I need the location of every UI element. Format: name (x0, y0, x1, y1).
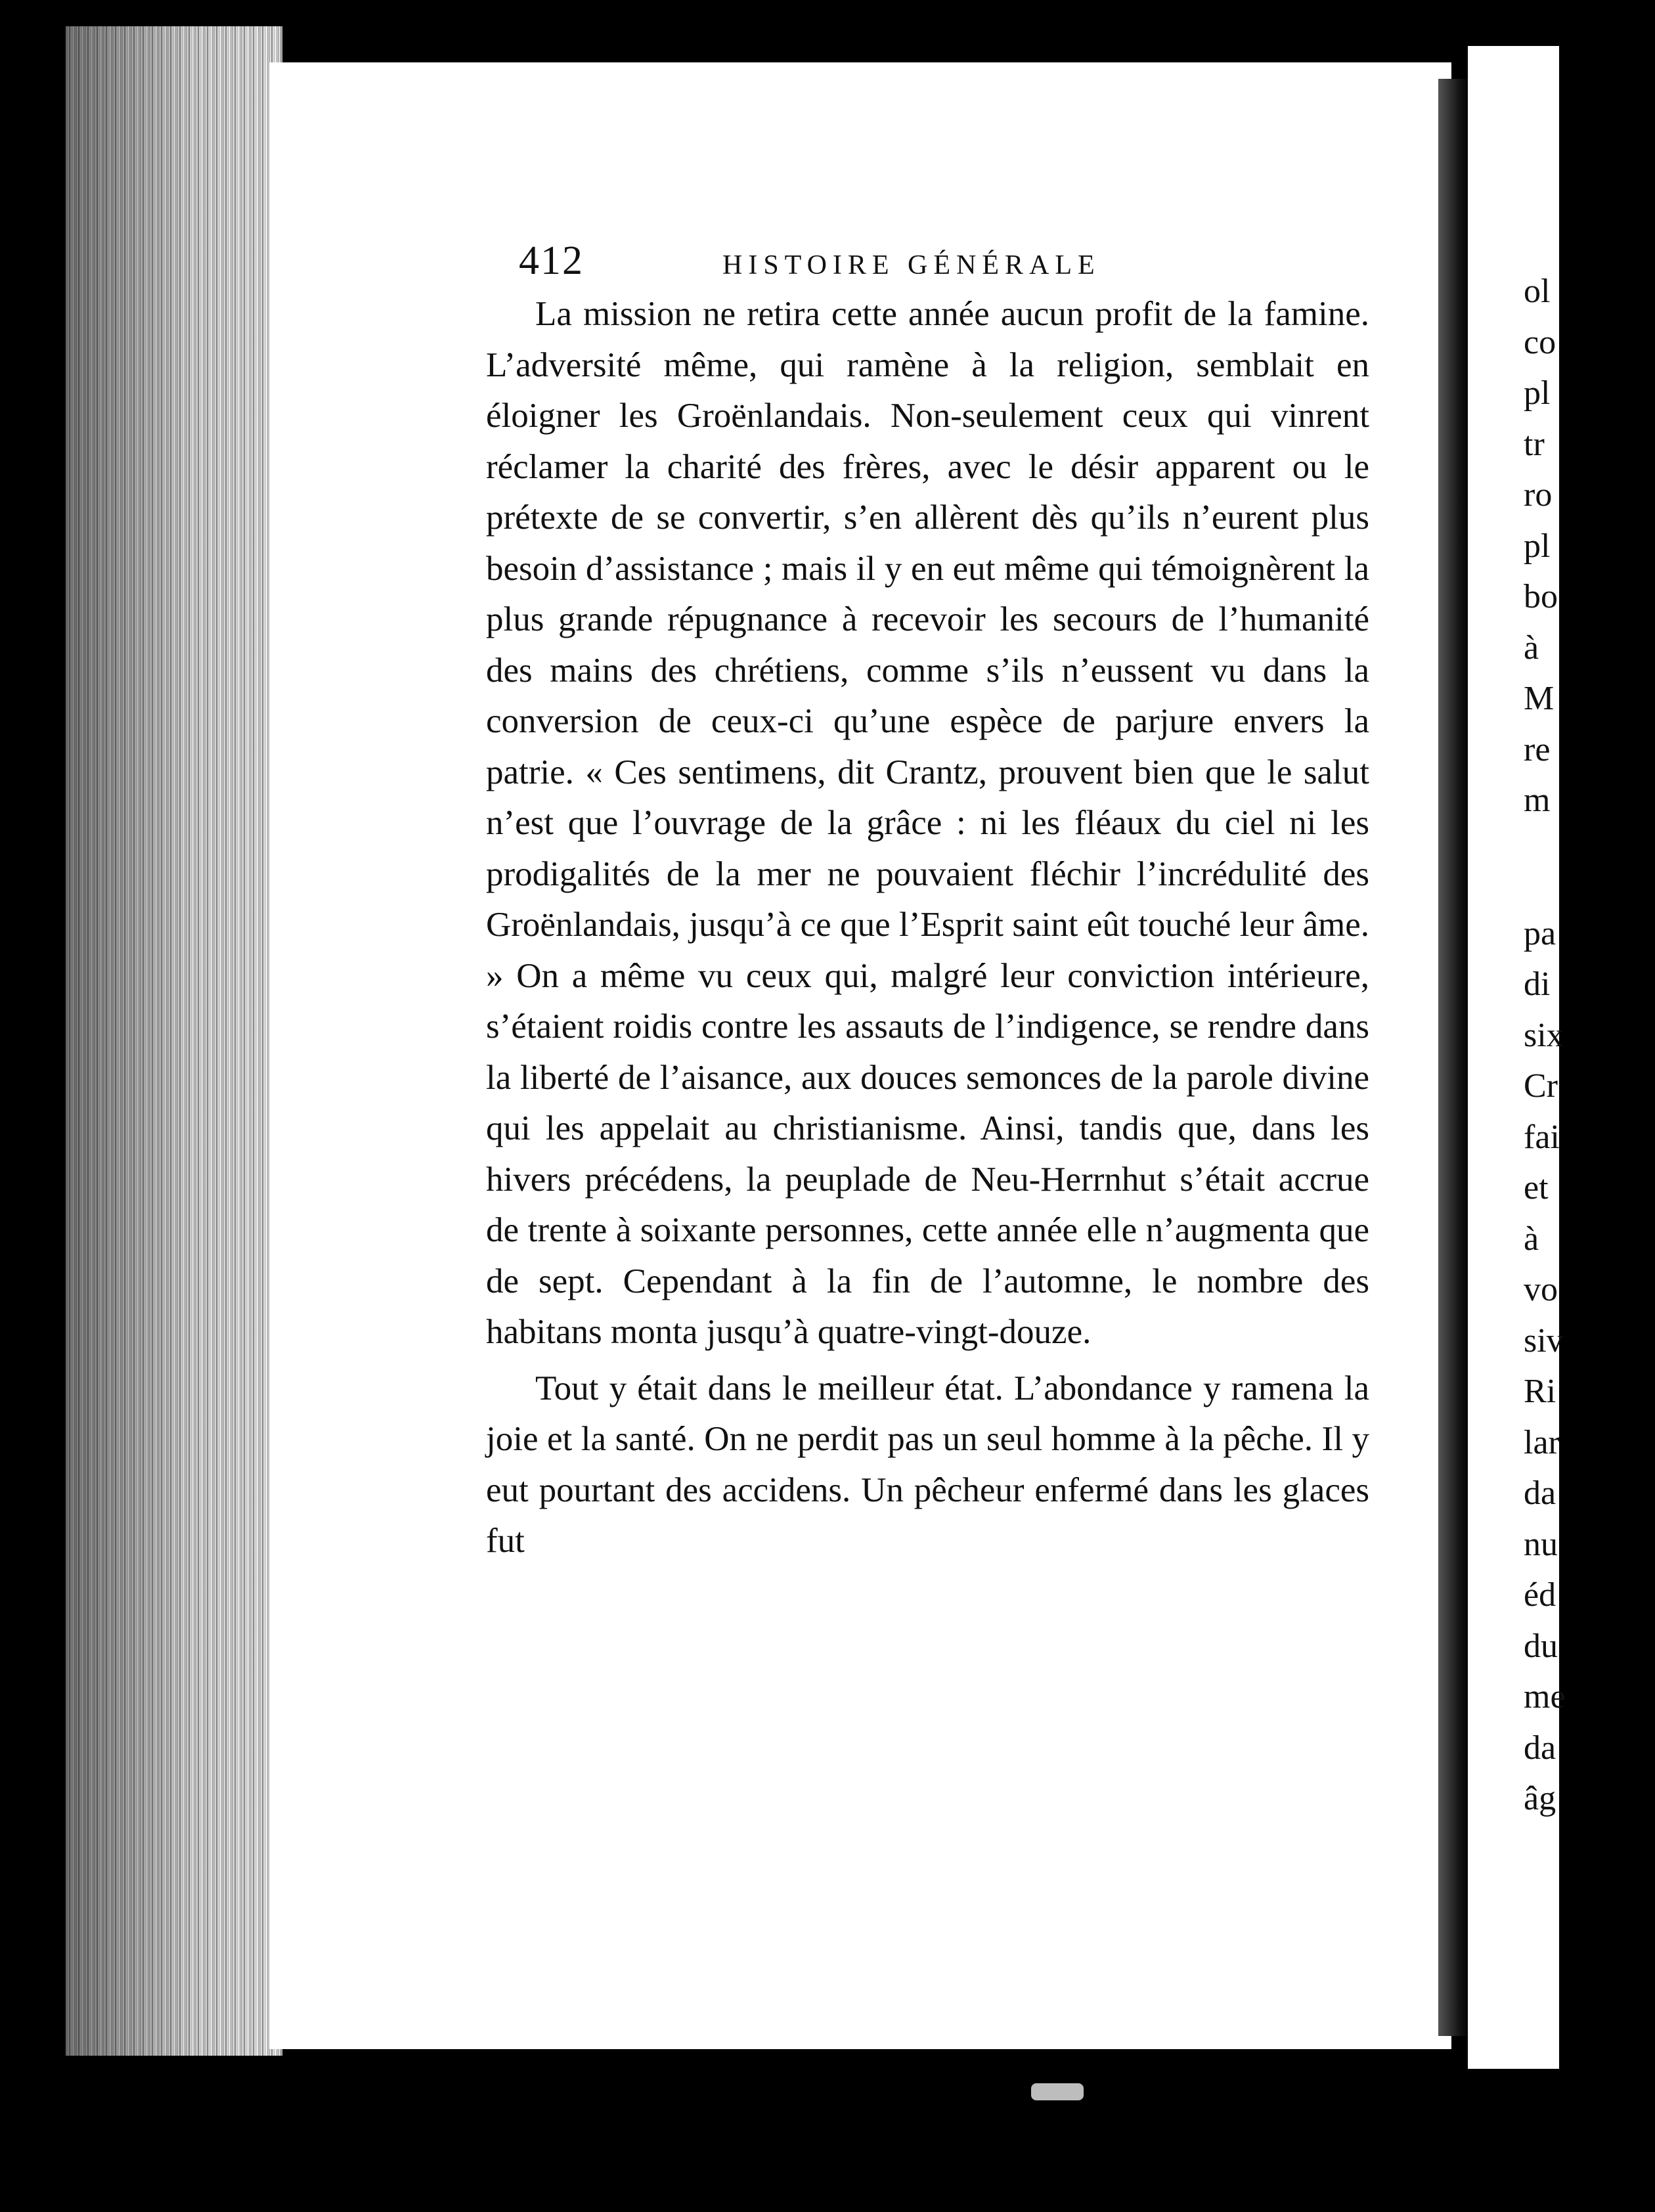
facing-line: da (1524, 1474, 1556, 1512)
facing-line: tr (1524, 425, 1545, 463)
book-page-edges (66, 26, 282, 2056)
facing-line: vo (1524, 1271, 1558, 1308)
facing-line: Ri (1524, 1373, 1556, 1410)
paragraph-2: Tout y était dans le meilleur état. L’abondance y ramena la joie et la santé. On ne perdit pas un seul homme à la pêche. Il y eut pourtant des accidens. Un pêcheur enfermé dans les glaces fut (486, 1369, 1369, 1560)
facing-line: ro (1524, 476, 1553, 514)
facing-paragraph-gap (1524, 826, 1655, 908)
facing-page-text (1524, 266, 1655, 1825)
facing-line: six (1524, 1016, 1564, 1054)
facing-line: du (1524, 1627, 1558, 1665)
facing-line: et (1524, 1169, 1549, 1206)
page-smudge (1031, 2083, 1084, 2100)
facing-line: à (1524, 1220, 1539, 1258)
facing-line: m (1524, 782, 1551, 819)
facing-line: âg (1524, 1780, 1556, 1817)
body-text (486, 289, 1369, 1567)
facing-line: me (1524, 1678, 1566, 1715)
facing-line: Cr (1524, 1067, 1558, 1105)
facing-line: éd (1524, 1576, 1556, 1614)
facing-line: fai (1524, 1118, 1560, 1156)
facing-line: nu (1524, 1525, 1558, 1563)
facing-line: pa (1524, 914, 1556, 952)
facing-line: siv (1524, 1321, 1564, 1360)
facing-line: pl (1524, 374, 1551, 412)
running-head (519, 238, 1504, 284)
facing-line: di (1524, 965, 1551, 1003)
facing-line: M (1524, 680, 1555, 717)
facing-line: ol (1524, 273, 1551, 310)
gutter-shadow (1438, 79, 1470, 2036)
running-head-title: HISTOIRE GÉNÉRALE (722, 250, 1101, 280)
facing-line: re (1524, 730, 1551, 768)
facing-line: co (1524, 323, 1556, 361)
facing-line: lar (1524, 1423, 1560, 1461)
facing-line: da (1524, 1729, 1556, 1767)
paragraph-1: La mission ne retira cette année aucun profit de la famine. L’adversité même, qui ramène à la religion, semblait en éloigner les Groënlandais. Non-seulement ceux qui vinrent réclamer la charité des frères, avec le désir apparent ou le prétexte de se convertir, s’en allèrent dès qu’ils n’eurent plus besoin d’assistance ; mais il y en eut même qui témoignèrent la plus grande répugnance à recevoir les secours de l’humanité des mains des chrétiens, comme s’ils n’eussent vu dans la conversion de ceux-ci qu’une espèce de parjure envers la patrie. « Ces sentimens, dit Crantz, prouvent bien que le salut n’est que l’ouvrage de la grâce : ni les fléaux du ciel ni les prodigalités de la mer ne pouvaient fléchir l’incrédulité des Groënlandais, jusqu’à ce que l’Esprit saint eût touché leur âme. » On a même vu ceux qui, malgré leur conviction intérieure, s’étaient roidis contre les assauts de l’indigence, se rendre dans la liberté de l’aisance, aux douces semonces de la parole divine qui les appelait au christianisme. Ainsi, tandis que, dans les hivers précédens, la peuplade de Neu-Herrnhut s’était accrue de trente à soixante personnes, cette année elle n’augmenta que de sept. Cependant à la fin de l’automne, le nombre des habitans monta jusqu’à quatre-vingt-douze. (486, 295, 1369, 1351)
facing-line: pl (1524, 527, 1551, 565)
facing-line: bo (1524, 578, 1558, 615)
page-number: 412 (519, 238, 584, 283)
facing-line: à (1524, 629, 1539, 667)
